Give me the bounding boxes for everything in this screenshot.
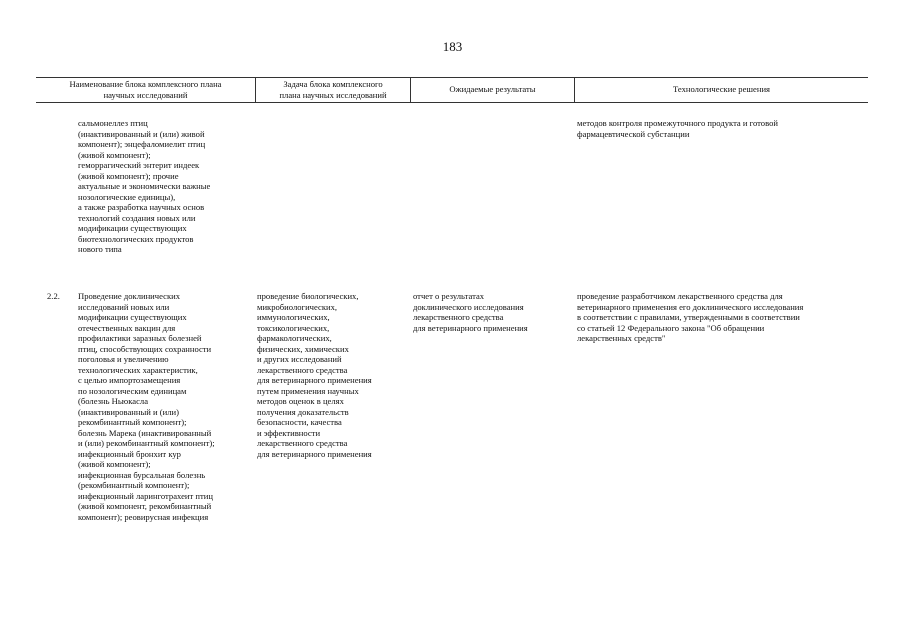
header-expected-results: Ожидаемые результаты — [449, 84, 536, 95]
row-number: 2.2. — [47, 291, 60, 301]
page-number: 183 — [442, 39, 463, 54]
row-block-name: Проведение доклинических исследований новых или модификации существующих отечественных вакцин для профилактики заразных болезней птиц, способствующих сохранности поголовья и увеличению технологических характеристик, с целью импортозамещения по нозологическим единицам (болезнь Ньюкасла (инактивированный и (или) рекомбинантный компонент); болезнь Марека (инактивированный и (или) рекомбинантный компонент); инфекционный бронхит кур (живой компонент); инфекционная бурсальная болезнь (рекомбинантный компонент); инфекционный ларинготрахеит птиц (живой компонент, рекомбинантный компонент); реовирусная инфекция — [78, 291, 215, 522]
header-tech-solutions: Технологические решения — [672, 84, 770, 95]
row-tech-solutions: методов контроля промежуточного продукта и готовой фармацевтической субстанции — [577, 118, 778, 139]
header-block-task: Задача блока комплексного плана научных исследований — [279, 79, 387, 100]
row-expected-results: отчет о результатах доклинического исследования лекарственного средства для ветеринарного применения — [413, 291, 528, 333]
header-block-name: Наименование блока комплексного плана научных исследований — [69, 79, 222, 100]
row-block-name: сальмонеллез птиц (инактивированный и (или) живой компонент); энцефаломиелит птиц (живой компонент); геморрагический энтерит индеек (живой компонент); прочие актуальные и экономически важные нозологические единицы), а также разработка научных основ технологий создания новых или модификации существующих биотехнологических продуктов нового типа — [78, 118, 211, 254]
row-block-task: проведение биологических, микробиологических, иммунологических, токсикологических, фармакологических, физических, химических и других исследований лекарственного средства для ветеринарного применения путем применения научных методов оценок в целях получения доказательств безопасности, качества и эффективности лекарственного средства для ветеринарного применения — [257, 291, 372, 459]
row-tech-solutions: проведение разработчиком лекарственного средства для ветеринарного применения его доклинического исследования в соответствии с правилами, утвержденными в соответствии со статьей 12 Федерального закона "Об обращении лекарственных средств" — [577, 291, 804, 343]
table-header-bottom-rule — [36, 102, 868, 103]
